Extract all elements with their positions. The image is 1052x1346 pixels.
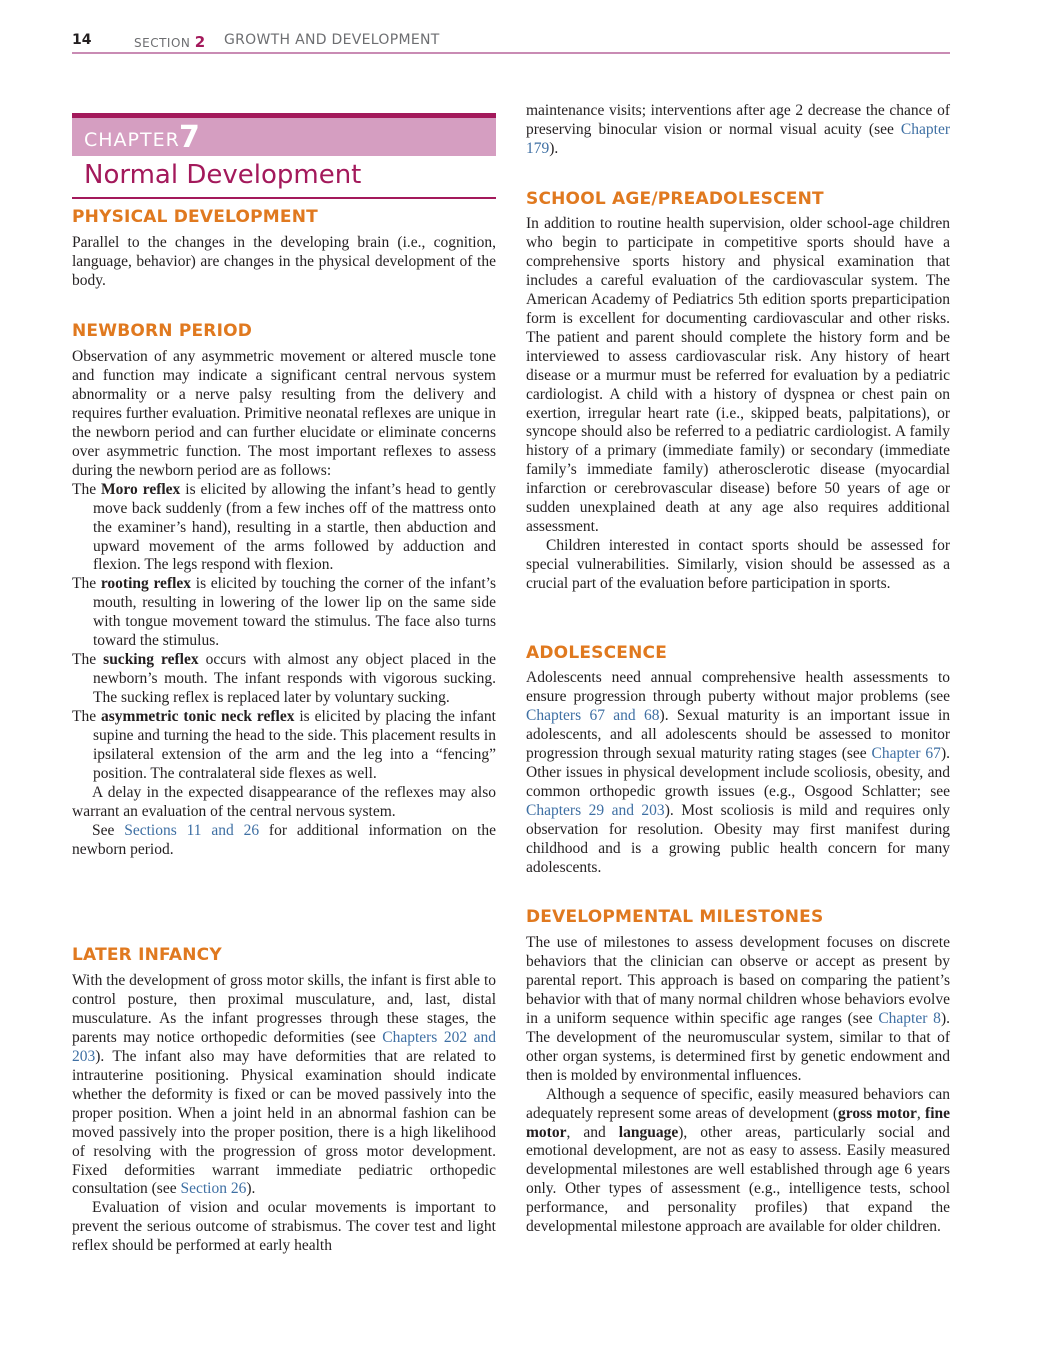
heading-school-age: SCHOOL AGE/PREADOLESCENT bbox=[526, 189, 824, 209]
sucking-pre: The bbox=[72, 651, 104, 669]
section-title: GROWTH AND DEVELOPMENT bbox=[224, 32, 440, 48]
adol-b: ). Sexual maturity is an important issue in adolescents, and all adolescents should be assessed to monitor progression through sexual maturity rating stages (see bbox=[526, 706, 951, 762]
running-head bbox=[72, 30, 950, 54]
adol-d: ). Most scoliosis is mild and requires only observation for resolution. Obesity may first manifest during childhood and is a growing public health concern for many adolescents. bbox=[526, 801, 950, 876]
atnr-pre: The bbox=[72, 708, 101, 726]
chapter-label: CHAPTER bbox=[84, 129, 180, 151]
chapter-rule bbox=[72, 197, 496, 199]
adol-c: ). Other issues in physical development include scoliosis, obesity, and common orthopedic growth issues (e.g., Osgood Schlatter; see bbox=[526, 744, 950, 800]
infancy-paragraph-1 bbox=[72, 972, 496, 1197]
heading-developmental-milestones: DEVELOPMENTAL MILESTONES bbox=[526, 907, 824, 927]
sucking-term: sucking reflex bbox=[103, 651, 199, 669]
infancy-p1-b: ). The infant also may have deformities that are related to intrauterine positioning. Physical examination should indicate whether the deformity is fixed or can be moved passively into the proper position. When a joint held in an abnormal fashion can be moved passively into the proper position, there is a high likelihood of resolving with the progression of gross motor development. Fixed deformities warrant immediate pediatric orthopedic consultation (see bbox=[72, 1047, 496, 1198]
section-word: SECTION bbox=[134, 36, 191, 50]
dev-p2-b: ), other areas, particularly social and emotional development, are not as easy to assess. Easily measured developmental milestones are well established through age 6 years only. Other types of assessment (e.g., intelligence tests, school performance, and personality profiles) that expand the developmental milestone approach are available for older children. bbox=[526, 1123, 950, 1236]
see-sections-text bbox=[72, 822, 496, 860]
chapters-202-203-link[interactable]: Chapters 202 and 203 bbox=[72, 1028, 496, 1065]
chapters-67-68-link[interactable]: Chapters 67 and 68 bbox=[526, 706, 660, 724]
atnr-description: is elicited by placing the infant supine and turning the head to the side. This placement results in ipsilateral extension of the arm and the leg into a “fencing” position. The contralateral side flexes as well. bbox=[93, 708, 496, 782]
section-number: 2 bbox=[194, 33, 206, 51]
dev-p2-and: , and bbox=[566, 1123, 619, 1141]
continued-text bbox=[526, 102, 950, 159]
heading-newborn-period: NEWBORN PERIOD bbox=[72, 321, 253, 341]
chapter-8-link[interactable]: Chapter 8 bbox=[878, 1009, 941, 1027]
atnr-term: asymmetric tonic neck reflex bbox=[101, 708, 295, 726]
language-term: language bbox=[618, 1123, 679, 1141]
chapter-67-link[interactable]: Chapter 67 bbox=[871, 744, 941, 762]
continued-a: maintenance visits; interventions after age 2 decrease the chance of preserving binocular vision or normal visual acuity (see bbox=[526, 102, 950, 138]
dev-p1-b: ). The development of the neuromuscular system, similar to that of other organ systems, is determined first by genetic endowment and then is molded by environmental influences. bbox=[526, 1009, 950, 1084]
school-age-section bbox=[526, 215, 950, 594]
later-infancy-section bbox=[72, 972, 496, 1256]
dev-paragraph-1 bbox=[526, 934, 950, 1084]
rooting-term: rooting reflex bbox=[100, 575, 192, 593]
infancy-p1-c: ). bbox=[246, 1180, 256, 1198]
page-number: 14 bbox=[72, 32, 92, 48]
chapter-title: Normal Development bbox=[84, 160, 362, 190]
section-26-link[interactable]: Section 26 bbox=[180, 1180, 247, 1198]
see-pre: See bbox=[92, 821, 125, 839]
moro-term: Moro reflex bbox=[101, 480, 181, 498]
heading-physical-development: PHYSICAL DEVELOPMENT bbox=[72, 207, 318, 227]
chapter-number: 7 bbox=[179, 120, 200, 155]
section-label bbox=[134, 33, 206, 51]
adolescence-text bbox=[526, 669, 950, 877]
rooting-reflex-item bbox=[72, 575, 496, 651]
newborn-text: Observation of any asymmetric movement or altered muscle tone and function may indicate a significant central nervous system abnormality or a nerve palsy resulting from the delivery and requires further evaluation. Primitive neonatal reflexes are unique in the newborn period and can further elucidate or eliminate concerns over asymmetric function. The most important reflexes to assess during the newborn period are as follows: bbox=[72, 348, 496, 479]
dev-p2-a: Although a sequence of specific, easily measured behaviors can adequately represent some areas of development ( bbox=[526, 1085, 950, 1122]
sections-link[interactable]: Sections 11 and 26 bbox=[124, 821, 260, 839]
sucking-reflex-item bbox=[72, 651, 496, 708]
school-paragraph-1: In addition to routine health supervision, older school-age children who begin to participate in competitive sports should have a comprehensive sports history and physical examination that includes a careful evaluation of the cardiovascular system. The American Academy of Pediatrics 5th edition sports preparticipation form is excellent for documenting cardiovascular and other risks. The patient and parent should complete the history form and be interviewed to assess cardiovascular risk. Any history of heart disease or a murmur must be referred for evaluation by a pediatric cardiologist. A child with a history of dyspnea or chest pain on exertion, irregular heart rate (i.e., skipped beats, palpitations), or syncope should also be referred to a pediatric cardiologist. A family history of a primary (immediate family) or secondary (immediate family’s immediate family) atherosclerotic disease (myocardial infarction or cerebrovascular disease) before 50 years of age or sudden unexplained death at any age also requires additional assessment. bbox=[526, 215, 950, 536]
dev-paragraph-2 bbox=[526, 1086, 950, 1238]
chapter-179-link[interactable]: Chapter 179 bbox=[526, 120, 950, 157]
sucking-description: occurs with almost any object placed in the newborn’s mouth. The infant responds with vigorous sucking. The sucking reflex is replaced later by voluntary sucking. bbox=[93, 651, 497, 707]
rooting-description: is elicited by touching the corner of the infant’s mouth, resulting in lowering of the lower lip on the same side with tongue movement toward the stimulus. The face also turns toward the stimulus. bbox=[93, 575, 496, 650]
infancy-paragraph-2: Evaluation of vision and ocular movements is important to prevent the serious outcome of strabismus. The cover test and light reflex should be performed at early health bbox=[72, 1199, 496, 1255]
newborn-section bbox=[72, 348, 496, 860]
atnr-reflex-item bbox=[72, 708, 496, 784]
chapter-band bbox=[72, 118, 496, 156]
see-post: for additional information on the newborn period. bbox=[72, 821, 496, 858]
dev-p1-a: The use of milestones to assess development focuses on discrete behaviors that the clinician can observe or accept as present by parental report. This approach is based on comparing the patient’s behavior with that of many normal children whose behaviors evolve in a uniform sequence within specific age ranges (see bbox=[526, 934, 950, 1027]
rooting-pre: The bbox=[72, 575, 101, 593]
school-paragraph-2: Children interested in contact sports should be assessed for special vulnerabilities. Similarly, vision should be assessed as a crucial part of the evaluation before participation in sports. bbox=[526, 537, 950, 593]
developmental-milestones-section bbox=[526, 934, 950, 1237]
physical-development-text: Parallel to the changes in the developing brain (i.e., cognition, language, behavior) are changes in the physical development of the body. bbox=[72, 234, 496, 289]
moro-description: is elicited by allowing the infant’s head to gently move back suddenly (from a few inches off of the mattress onto the examiner’s hand), resulting in a startle, then abduction and upward movement of the arms followed by adduction and flexion. The legs respond with flexion. bbox=[93, 480, 496, 574]
adol-a: Adolescents need annual comprehensive health assessments to ensure progression through puberty without major problems (see bbox=[526, 669, 950, 705]
moro-reflex-item bbox=[72, 481, 496, 576]
infancy-p1-a: With the development of gross motor skills, the infant is first able to control posture, then proximal musculature, and, last, distal musculature. As the infant progresses through these stages, the parents may notice orthopedic deformities (see bbox=[72, 972, 496, 1046]
heading-adolescence: ADOLESCENCE bbox=[526, 643, 668, 663]
chapters-29-203-link[interactable]: Chapters 29 and 203 bbox=[526, 801, 665, 819]
heading-later-infancy: LATER INFANCY bbox=[72, 945, 222, 965]
continued-b: ). bbox=[549, 139, 559, 157]
fine-motor-term: fine motor bbox=[526, 1104, 950, 1141]
reflex-delay-text: A delay in the expected disappearance of the reflexes may also warrant an evaluation of the central nervous system. bbox=[72, 783, 496, 820]
moro-pre: The bbox=[72, 480, 102, 498]
dev-p2-comma: , bbox=[916, 1104, 926, 1122]
gross-motor-term: gross motor bbox=[838, 1104, 917, 1122]
